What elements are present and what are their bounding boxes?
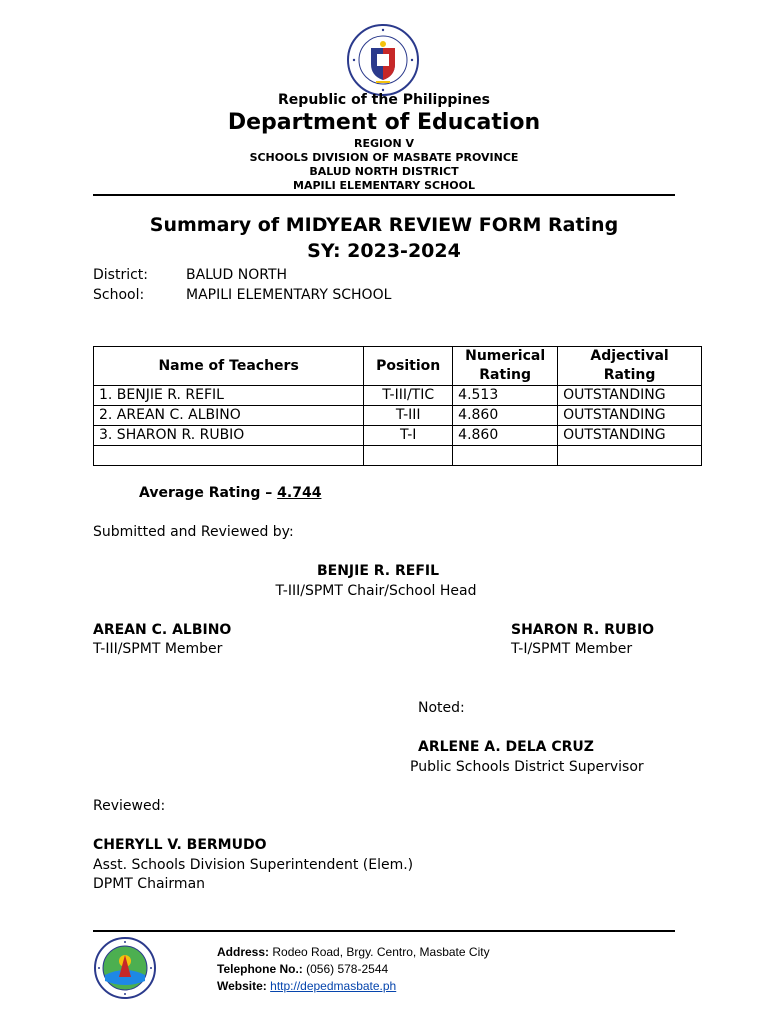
website-link[interactable]: http://depedmasbate.ph <box>270 979 397 993</box>
document-title: Summary of MIDYEAR REVIEW FORM Rating <box>149 214 619 236</box>
footer-phone <box>217 961 388 978</box>
address-value: Rodeo Road, Brgy. Centro, Masbate City <box>269 945 490 959</box>
average-rating-value: 4.744 <box>277 485 322 501</box>
col-header-name: Name of Teachers <box>94 347 364 386</box>
teacher-name: 2. AREAN C. ALBINO <box>94 406 364 426</box>
table-row <box>94 386 702 406</box>
teacher-position: T-III <box>364 406 453 426</box>
numerical-rating: 4.860 <box>453 406 558 426</box>
department-heading: Department of Education <box>227 110 541 135</box>
numerical-rating: 4.513 <box>453 386 558 406</box>
psds-name: ARLENE A. DELA CRUZ <box>418 739 594 755</box>
chair-title: T-III/SPMT Chair/School Head <box>275 583 477 599</box>
submitted-label: Submitted and Reviewed by: <box>93 524 294 540</box>
division-seal-logo <box>93 937 157 999</box>
asds-role: DPMT Chairman <box>93 876 206 892</box>
teacher-position: T-III/TIC <box>364 386 453 406</box>
empty-cell <box>558 446 702 466</box>
empty-cell <box>364 446 453 466</box>
ratings-table <box>93 346 702 466</box>
member1-title: T-III/SPMT Member <box>93 641 223 657</box>
chair-name: BENJIE R. REFIL <box>316 563 440 579</box>
table-header-row <box>94 347 702 386</box>
region-line: REGION V <box>353 137 414 150</box>
member2-name: SHARON R. RUBIO <box>511 622 655 638</box>
numerical-rating: 4.860 <box>453 426 558 446</box>
asds-title: Asst. Schools Division Superintendent (Elem.) <box>93 857 414 873</box>
teacher-name: 3. SHARON R. RUBIO <box>94 426 364 446</box>
teacher-name: 1. BENJIE R. REFIL <box>94 386 364 406</box>
table-row <box>94 426 702 446</box>
asds-name: CHERYLL V. BERMUDO <box>93 837 267 853</box>
adjectival-rating: OUTSTANDING <box>558 426 702 446</box>
col-header-adjectival: Adjectival Rating <box>558 347 702 386</box>
table-row <box>94 406 702 426</box>
school-value: MAPILI ELEMENTARY SCHOOL <box>186 287 392 303</box>
school-year: SY: 2023-2024 <box>307 240 461 262</box>
col-header-numerical: Numerical Rating <box>453 347 558 386</box>
teacher-position: T-I <box>364 426 453 446</box>
header-divider <box>93 194 675 196</box>
deped-seal-logo <box>346 24 420 96</box>
adjectival-rating: OUTSTANDING <box>558 406 702 426</box>
table-row-empty <box>94 446 702 466</box>
average-rating <box>139 485 321 501</box>
address-label: Address: <box>217 945 270 959</box>
empty-cell <box>453 446 558 466</box>
average-rating-label: Average Rating – <box>139 485 278 501</box>
member2-title: T-I/SPMT Member <box>511 641 633 657</box>
footer-divider <box>93 930 675 932</box>
district-line: BALUD NORTH DISTRICT <box>309 165 459 178</box>
republic-heading: Republic of the Philippines <box>278 92 490 108</box>
noted-label: Noted: <box>418 700 465 716</box>
member1-name: AREAN C. ALBINO <box>93 622 232 638</box>
division-line: SCHOOLS DIVISION OF MASBATE PROVINCE <box>249 151 519 164</box>
phone-value: (056) 578-2544 <box>302 962 389 976</box>
empty-cell <box>94 446 364 466</box>
adjectival-rating: OUTSTANDING <box>558 386 702 406</box>
psds-title: Public Schools District Supervisor <box>410 759 644 775</box>
reviewed-label: Reviewed: <box>93 798 166 814</box>
school-label: School: <box>93 287 145 303</box>
district-value: BALUD NORTH <box>186 267 288 283</box>
district-label: District: <box>93 267 149 283</box>
footer-website <box>217 978 396 995</box>
website-label: Website: <box>217 979 267 993</box>
col-header-position: Position <box>364 347 453 386</box>
footer-address <box>217 944 490 961</box>
school-line: MAPILI ELEMENTARY SCHOOL <box>293 179 475 192</box>
phone-label: Telephone No.: <box>217 962 303 976</box>
